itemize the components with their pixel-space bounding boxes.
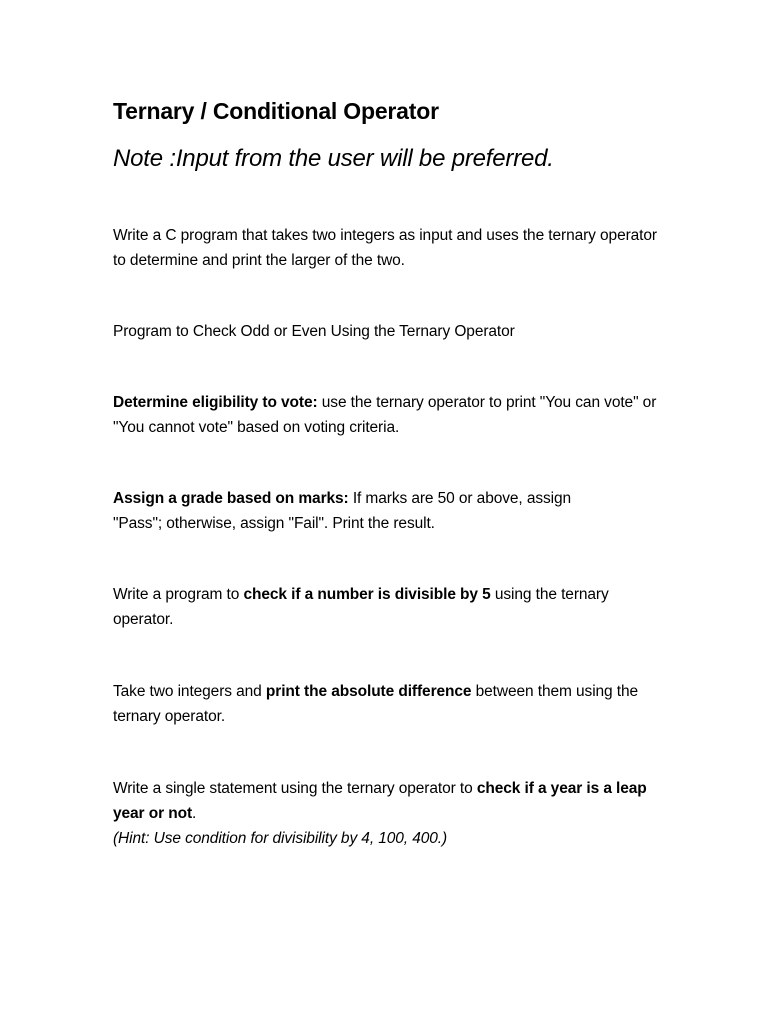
exercise-3 bbox=[113, 390, 673, 440]
exercise-1 bbox=[113, 223, 673, 273]
exercise-6-pre: Take two integers and bbox=[113, 683, 266, 700]
exercise-5-post: using the ternary operator. bbox=[113, 586, 609, 628]
exercise-7-pre: Write a single statement using the ternary operator to bbox=[113, 780, 477, 797]
page-title: Ternary / Conditional Operator bbox=[113, 98, 439, 124]
exercise-7-bold: check if a year is a leap year or not bbox=[113, 780, 647, 822]
exercise-7 bbox=[113, 776, 673, 851]
exercise-6-post: between them using the ternary operator. bbox=[113, 683, 639, 725]
exercise-4 bbox=[113, 486, 673, 536]
exercise-2 bbox=[113, 319, 673, 344]
exercise-6-bold: print the absolute difference bbox=[265, 683, 472, 700]
exercise-4-text-line1: If marks are 50 or above, assign bbox=[348, 490, 572, 507]
exercise-6 bbox=[113, 679, 673, 729]
exercise-3-text: use the ternary operator to print "You can vote" or "You cannot vote" based on voting criteria. bbox=[113, 394, 657, 436]
note-text: Note :Input from the user will be preferred. bbox=[113, 145, 554, 172]
exercise-5-pre: Write a program to bbox=[113, 586, 244, 603]
exercise-5-bold: check if a number is divisible by 5 bbox=[243, 586, 491, 603]
exercise-4-text-line2: "Pass"; otherwise, assign "Fail". Print the result. bbox=[113, 515, 435, 532]
exercise-5 bbox=[113, 582, 673, 632]
exercise-7-post: . bbox=[192, 805, 197, 822]
exercise-3-bold: Determine eligibility to vote: bbox=[113, 394, 318, 411]
exercise-7-hint: (Hint: Use condition for divisibility by 4, 100, 400.) bbox=[113, 830, 448, 847]
exercise-1-text: Write a C program that takes two integers as input and uses the ternary operator to determine and print the larger of the two. bbox=[113, 227, 657, 269]
exercise-4-bold: Assign a grade based on marks: bbox=[113, 490, 349, 507]
exercise-2-text: Program to Check Odd or Even Using the Ternary Operator bbox=[113, 323, 515, 340]
